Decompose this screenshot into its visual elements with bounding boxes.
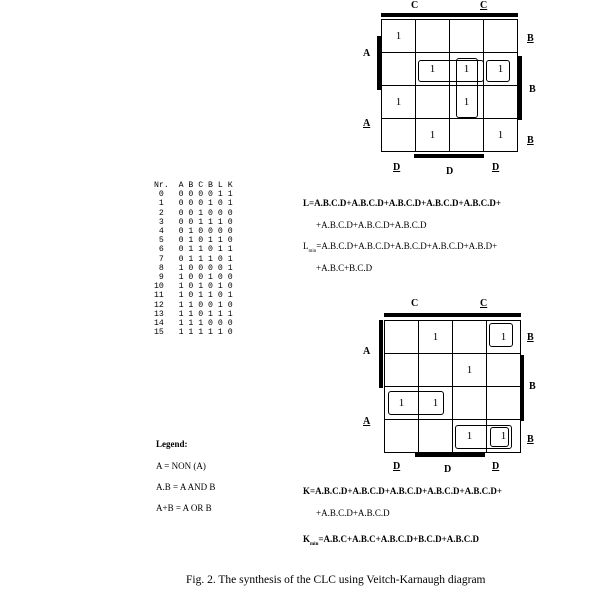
kmap-cell <box>484 86 518 119</box>
kmap-bar <box>415 453 485 457</box>
kmap-cell <box>385 420 419 453</box>
truth-table-row: 3 0 0 1 1 1 0 <box>154 217 233 227</box>
kmap-label: B <box>527 33 534 44</box>
kmap-cell <box>382 119 416 152</box>
kmap-cell <box>487 354 521 387</box>
truth-table-row: 0 0 0 0 0 1 1 <box>154 190 233 200</box>
kmap-label: D <box>492 461 500 472</box>
kmap-cell <box>385 321 419 354</box>
kmap-group <box>489 323 513 347</box>
truth-table-row: 9 1 0 0 1 0 0 <box>154 273 233 283</box>
equation-lmin-prefix: L <box>303 241 309 251</box>
equation-kmin <box>303 534 479 547</box>
kmap-cell: 1 <box>416 53 450 86</box>
kmap-cell: 1 <box>487 420 521 453</box>
equation-l-line1: L=A.B.C.D+A.B.C.D+A.B.C.D+A.B.C.D+A.B.C.D+ <box>303 198 502 208</box>
kmap-label: B <box>529 84 536 95</box>
legend-item: A.B = A AND B <box>156 482 216 492</box>
kmap-label: D <box>393 461 401 472</box>
kmap-group <box>456 58 478 118</box>
kmap-label: D <box>393 162 401 173</box>
kmap-bar <box>384 313 450 317</box>
kmap-label: A <box>363 118 371 129</box>
kmap-label: B <box>527 332 534 343</box>
kmap-label: B <box>527 434 534 445</box>
truth-table-row: 5 0 1 0 1 1 0 <box>154 236 233 246</box>
truth-table-row: 6 0 1 1 0 1 1 <box>154 245 233 255</box>
kmap-cell <box>487 387 521 420</box>
figure-caption: Fig. 2. The synthesis of the CLC using Veitch-Karnaugh diagram <box>186 574 486 586</box>
equation-lmin-line2: +A.B.C+B.C.D <box>316 263 373 273</box>
kmap-label: D <box>492 162 500 173</box>
kmap-label: A <box>363 416 371 427</box>
kmap-cell: 1 <box>382 86 416 119</box>
equation-lmin-sub: min <box>308 248 317 254</box>
truth-table-row: 13 1 1 0 1 1 1 <box>154 309 233 319</box>
kmap-group <box>486 60 510 82</box>
kmap-bar <box>520 355 524 421</box>
kmap-cell: 1 <box>484 119 518 152</box>
truth-table-row: 10 1 0 1 0 1 0 <box>154 282 233 292</box>
truth-table-header: Nr. A B C B L K <box>154 181 233 190</box>
kmap-cell <box>484 20 518 53</box>
equation-l-line2: +A.B.C.D+A.B.C.D+A.B.C.D <box>316 220 427 230</box>
kmap-label: D <box>446 166 454 177</box>
kmap-group <box>388 391 444 415</box>
kmap-cell <box>450 119 484 152</box>
truth-table-row: 12 1 1 0 0 1 0 <box>154 300 233 310</box>
equation-lmin-line1 <box>303 241 497 254</box>
kmap-label: C <box>480 0 488 11</box>
kmap-label: B <box>529 381 536 392</box>
kmap-cell: 1 <box>419 387 453 420</box>
kmap-bar <box>377 36 381 90</box>
truth-table <box>154 181 233 337</box>
kmap-cell: 1 <box>450 53 484 86</box>
equation-k-line1: K=A.B.C.D+A.B.C.D+A.B.C.D+A.B.C.D+A.B.C.D+ <box>303 486 503 496</box>
kmap-cell: 1 <box>416 119 450 152</box>
kmap-cell: 1 <box>419 321 453 354</box>
legend-item: A = NON (A) <box>156 461 206 471</box>
kmap-cell <box>416 20 450 53</box>
kmap-label: A <box>363 48 371 59</box>
legend-item: A+B = A OR B <box>156 503 212 513</box>
equation-lmin-rest: =A.B.C.D+A.B.C.D+A.B.C.D+A.B.C.D+A.B.D+ <box>316 241 498 251</box>
kmap-cell: 1 <box>453 354 487 387</box>
kmap-l-grid <box>381 19 518 152</box>
kmap-label: C <box>411 298 419 309</box>
kmap-bar <box>414 154 484 158</box>
truth-table-row: 1 0 0 0 1 0 1 <box>154 199 233 209</box>
kmap-cell: 1 <box>484 53 518 86</box>
truth-table-row: 2 0 0 1 0 0 0 <box>154 208 233 218</box>
kmap-cell <box>385 354 419 387</box>
kmap-cell <box>450 20 484 53</box>
truth-table-row: 14 1 1 1 0 0 0 <box>154 319 233 329</box>
kmap-cell <box>419 420 453 453</box>
truth-table-row: 8 1 0 0 0 0 1 <box>154 263 233 273</box>
legend-title: Legend: <box>156 439 188 449</box>
kmap-label: D <box>444 464 452 475</box>
kmap-label: A <box>363 346 371 357</box>
kmap-cell: 1 <box>450 86 484 119</box>
equation-k-line2: +A.B.C.D+A.B.C.D <box>316 508 390 518</box>
kmap-cell <box>419 354 453 387</box>
kmap-cell: 1 <box>382 20 416 53</box>
truth-table-row: 15 1 1 1 1 1 0 <box>154 328 233 338</box>
kmap-l <box>381 19 518 152</box>
kmap-cell <box>382 53 416 86</box>
kmap-group <box>490 427 509 447</box>
kmap-cell: 1 <box>487 321 521 354</box>
kmap-bar <box>518 56 522 120</box>
kmap-label: C <box>411 0 419 11</box>
kmap-bar <box>379 320 383 388</box>
equation-kmin-prefix: K <box>303 534 311 544</box>
equation-kmin-sub: min <box>310 541 319 547</box>
kmap-label: B <box>527 135 534 146</box>
truth-table-row: 7 0 1 1 1 0 1 <box>154 254 233 264</box>
kmap-bar <box>450 313 521 317</box>
equation-kmin-rest: =A.B.C+A.B.C+A.B.C.D+B.C.D+A.B.C.D <box>318 534 480 544</box>
kmap-cell <box>416 86 450 119</box>
kmap-bar <box>449 13 518 17</box>
truth-table-row: 4 0 1 0 0 0 0 <box>154 227 233 237</box>
truth-table-row: 11 1 0 1 1 0 1 <box>154 291 233 301</box>
kmap-cell: 1 <box>385 387 419 420</box>
kmap-cell: 1 <box>453 420 487 453</box>
kmap-cell <box>453 321 487 354</box>
kmap-cell <box>453 387 487 420</box>
kmap-bar <box>381 13 451 17</box>
kmap-label: C <box>480 298 488 309</box>
